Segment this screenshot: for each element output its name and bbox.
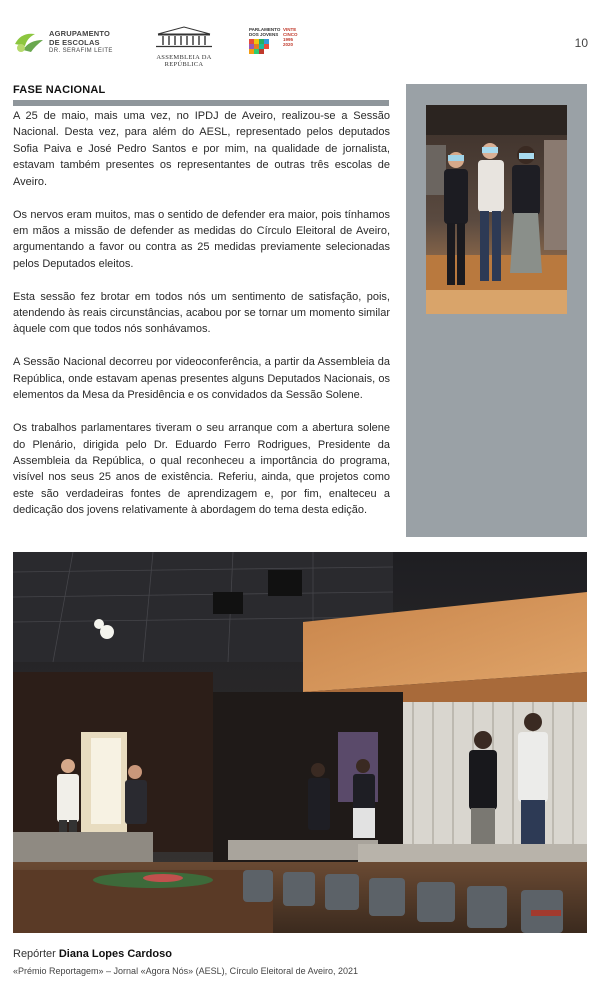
pj-line1: PARLAMENTO <box>249 27 281 32</box>
article-body <box>13 108 390 535</box>
pj-mosaic-icon <box>249 39 275 55</box>
parlamento-jovens-logo <box>249 27 299 57</box>
paragraph: A Sessão Nacional decorreu por videoconferência, a partir da Assembleia da República, onde estavam apenas presentes alguns Deputados Nacionais, os elementos da Mesa da Presidência e os convidados da Sessão Solene. <box>13 356 390 402</box>
award-caption: «Prémio Reportagem» – Jornal «Agora Nós» (AESL), Círculo Eleitoral de Aveiro, 2021 <box>13 966 359 976</box>
assembleia-logo-text: ASSEMBLEIA DA REPÚBLICA <box>156 54 212 68</box>
reporter-name: Diana Lopes Cardoso <box>58 948 172 960</box>
school-logo-line3: DR. SERAFIM LEITE <box>49 48 113 55</box>
school-logo-line1: AGRUPAMENTO <box>49 29 111 38</box>
page-number: 10 <box>574 36 588 50</box>
section-heading: FASE NACIONAL <box>13 84 106 96</box>
pj-num1: VINTE <box>283 27 297 32</box>
pj-anniversary <box>283 27 299 47</box>
parlamento-jovens-text <box>249 27 280 37</box>
pj-years: 1995 2020 <box>283 37 294 47</box>
paragraph: Esta sessão fez brotar em todos nós um sentimento de satisfação, pois, atendendo às reais circunstâncias, acabou por se tornar um momento similar àquele com que todos nós sonhávamos. <box>13 290 390 336</box>
school-logo-line2: DE ESCOLAS <box>49 37 100 47</box>
reporter-label: Repórter <box>13 948 56 960</box>
parliament-building-icon <box>154 26 214 48</box>
assembleia-logo <box>143 26 225 68</box>
reporter-credit <box>13 948 172 960</box>
three-students-photo <box>426 105 567 314</box>
school-logo <box>13 28 123 58</box>
heading-underline-bar <box>13 100 389 106</box>
paragraph: Os nervos eram muitos, mas o sentido de defender era maior, pois tínhamos em mãos a missão de defender as medidas do Círculo Eleitoral de Aveiro, argumentando a favor ou contra as 25 medidas previamente selecionadas pelos Deputados eleitos. <box>13 208 390 270</box>
session-room-photo <box>13 552 587 933</box>
paragraph: A 25 de maio, mais uma vez, no IPDJ de Aveiro, realizou-se a Sessão Nacional. Desta vez, para além do AESL, representado pelos deputados Sofia Paiva e José Pedro Santos e por mim, na qualidade de jornalista, estavam também presentes os representantes de outras três escolas de Aveiro. <box>13 110 390 188</box>
pj-line2: DOS JOVENS <box>249 32 279 37</box>
school-logo-text <box>49 30 113 56</box>
pj-num2: CINCO <box>283 32 298 37</box>
paragraph: Os trabalhos parlamentares tiveram o seu arranque com a abertura solene do Plenário, dirigida pelo Dr. Eduardo Ferro Rodrigues, Presidente da Assembleia da República, o qual reconheceu a importância do programa, visível nos seus 25 anos de existência. Referiu, ainda, que projetos como este são verdadeiras fontes de aprendizagem e, por fim, enalteceu a dedicação dos jovens relativamente à abordagem do tema desta edição. <box>13 422 390 517</box>
school-logo-icon <box>13 30 45 54</box>
